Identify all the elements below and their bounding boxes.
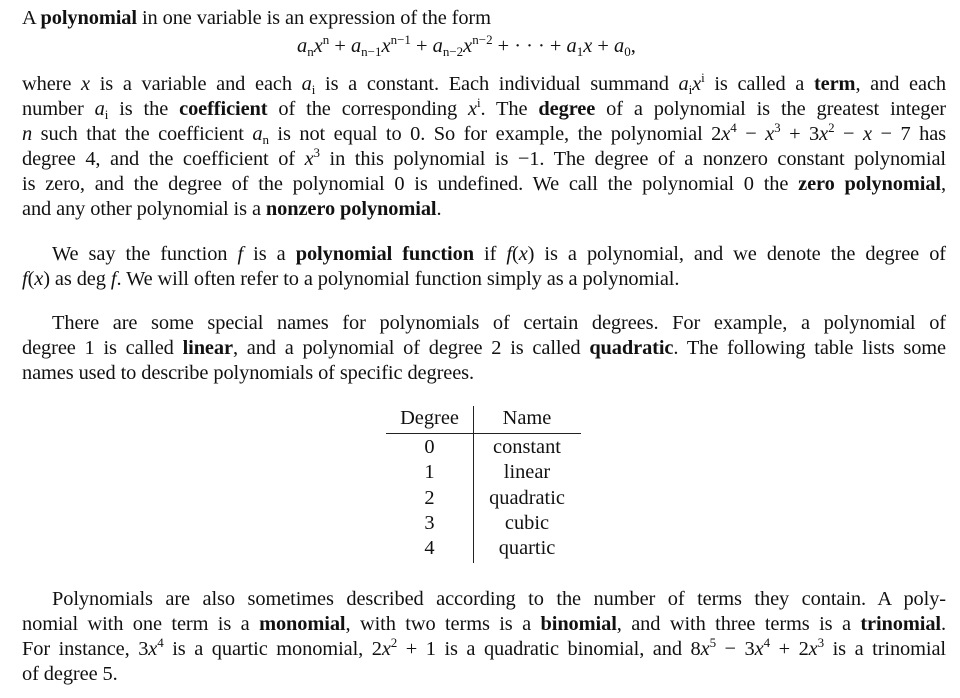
superscript: 4 (763, 635, 770, 650)
math-variable: x (819, 123, 829, 145)
math-variable: x (700, 638, 710, 660)
text-run: and any other polynomial is a (22, 198, 266, 220)
bold-term: monomial (259, 613, 346, 635)
p2-line-2 (22, 267, 946, 291)
text-run: degree 4, and the coefficient of (22, 148, 305, 170)
math-variable: f (237, 243, 244, 265)
text-run: if (473, 243, 507, 265)
text-run: names used to describe polynomials of specific degrees. (22, 362, 475, 384)
subscript: i (104, 107, 109, 122)
text-run: such that the coefficient (32, 123, 253, 145)
math-variable: a (297, 35, 308, 57)
text-run: , and each (855, 73, 946, 95)
bold-term: binomial (540, 613, 617, 635)
math-variable: x (721, 123, 731, 145)
text-run: , (941, 173, 946, 195)
p1-line-3 (22, 97, 946, 121)
superscript: n−1 (390, 32, 411, 47)
text-run: degree 1 is called (22, 337, 183, 359)
text-run: + (410, 35, 433, 57)
text-run: is a variable and each (90, 73, 302, 95)
math-variable: f (506, 243, 512, 265)
math-variable: x (381, 638, 391, 660)
degree-cell: 2 (424, 486, 435, 509)
text-run: is the (108, 98, 180, 120)
text-run: + 2 (770, 638, 809, 660)
text-run: A (22, 7, 41, 29)
text-run: For instance, 3 (22, 638, 149, 660)
text-run: is a (243, 243, 296, 265)
degree-header: Degree (400, 407, 459, 429)
math-variable: a (252, 123, 263, 145)
text-run: is a constant. Each individual summand (315, 73, 679, 95)
text-run: of degree 5. (22, 663, 118, 685)
math-variable: n (22, 123, 33, 145)
subscript: n−2 (442, 44, 464, 59)
text-run: − 3 (715, 638, 755, 660)
text-run: . (941, 613, 946, 635)
text-run: , and with three terms is a (616, 613, 861, 635)
subscript: 0 (624, 44, 631, 59)
text-run: − (736, 123, 766, 145)
p1-line-1 (22, 6, 946, 30)
p1-line-7 (22, 197, 946, 221)
superscript: i (701, 70, 705, 85)
degree-cell: 3 (424, 511, 435, 534)
text-run: , (630, 35, 636, 57)
p3-line-1 (52, 311, 946, 335)
text-run: There are some special names for polynomials of certain degrees. For example, a polynomial of (52, 312, 946, 334)
name-cell: constant (493, 436, 561, 458)
bold-term: trinomial (860, 613, 941, 635)
math-variable: x (148, 638, 158, 660)
math-variable: x (381, 35, 391, 57)
p4-line-4 (22, 662, 946, 686)
degree-cell: 4 (424, 537, 435, 560)
text-run: where (22, 73, 82, 95)
text-run: number (22, 98, 95, 120)
math-variable: x (518, 243, 528, 265)
math-variable: a (94, 98, 105, 120)
text-run: , with two terms is a (345, 613, 541, 635)
superscript: n (322, 32, 330, 47)
text-run: + · · · + (492, 35, 567, 57)
text-run: of a polynomial is the greatest integer (595, 98, 946, 120)
subscript: i (688, 82, 693, 97)
name-cell: cubic (504, 511, 550, 534)
text-run: . We will often refer to a polynomial function simply as a polynomial. (116, 268, 680, 290)
text-run: + (592, 35, 615, 57)
superscript: 5 (709, 635, 716, 650)
bold-term: quadratic (589, 337, 674, 359)
superscript: 2 (828, 120, 835, 135)
math-variable: x (313, 35, 323, 57)
p2-line-1 (52, 242, 946, 266)
bold-term: polynomial function (295, 243, 474, 265)
subscript: n (307, 44, 314, 59)
superscript: 3 (774, 120, 781, 135)
p1-line-4 (22, 122, 946, 146)
math-variable: x (304, 148, 314, 170)
text-run: is zero, and the degree of the polynomial 0 is undefined. We call the polynomial 0 the (22, 173, 799, 195)
text-run: , and a polynomial of degree 2 is called (232, 337, 590, 359)
math-variable: x (754, 638, 764, 660)
text-run: − 7 has (871, 123, 946, 145)
name-cell: quartic (498, 537, 556, 560)
text-run: . (436, 198, 442, 220)
superscript: i (476, 95, 481, 110)
subscript: 1 (576, 44, 584, 59)
p4-line-1 (52, 587, 946, 611)
text-run: . The (480, 98, 539, 120)
text-run: . The following table lists some (673, 337, 947, 359)
name-cell: linear (503, 461, 551, 484)
superscript: 3 (817, 635, 825, 650)
degree-cell: 0 (424, 436, 435, 458)
text-run: is not equal to 0. So for example, the polynomial 2 (268, 123, 722, 145)
text-run: ( (27, 268, 35, 290)
text-run: in this polynomial is −1. The degree of a nonzero constant polynomial (319, 148, 946, 170)
text-run: is called a (704, 73, 814, 95)
math-variable: a (301, 73, 312, 95)
math-variable: x (765, 123, 775, 145)
math-variable: f (110, 268, 117, 290)
text-run: ) is a polynomial, and we denote the degree of (527, 243, 946, 265)
p1-line-2 (22, 72, 946, 96)
text-run: of the corresponding (267, 98, 469, 120)
bold-term: degree (538, 98, 596, 120)
math-variable: a (614, 35, 625, 57)
name-header: Name (502, 407, 552, 429)
p1-line-6 (22, 172, 946, 196)
superscript: 4 (730, 120, 737, 135)
math-variable: f (22, 268, 28, 290)
text-run: ) as deg (43, 268, 111, 290)
bold-term: coefficient (179, 98, 268, 120)
bold-term: linear (182, 337, 233, 359)
text-run: in one variable is an expression of the form (136, 7, 491, 29)
subscript: i (311, 82, 316, 97)
bold-term: term (813, 73, 856, 95)
math-variable: a (350, 35, 362, 57)
bold-term: nonzero polynomial (265, 198, 437, 220)
p4-line-2 (22, 612, 946, 636)
math-variable: a (432, 35, 443, 57)
superscript: n−2 (472, 32, 493, 47)
text-run: is a trinomial (824, 638, 946, 660)
superscript: 3 (313, 145, 320, 160)
text-run: is a quartic monomial, 2 (163, 638, 382, 660)
p3-line-3 (22, 361, 946, 385)
superscript: 4 (157, 635, 164, 650)
math-variable: x (468, 98, 477, 120)
subscript: n−1 (361, 44, 382, 59)
degree-cell: 1 (424, 461, 435, 484)
p1-line-5 (22, 147, 946, 171)
math-variable: x (808, 638, 818, 660)
math-variable: x (81, 73, 90, 95)
text-run: nomial with one term is a (22, 613, 260, 635)
name-cell: quadratic (489, 486, 565, 509)
math-variable: x (583, 35, 593, 57)
text-run: We say the function (52, 243, 238, 265)
bold-term: zero polynomial (798, 173, 941, 195)
math-variable: x (692, 73, 702, 95)
p4-line-3 (22, 637, 946, 661)
text-run: + (329, 35, 351, 57)
math-variable: x (463, 35, 473, 57)
math-variable: x (34, 268, 44, 290)
degree-column (386, 406, 473, 561)
polynomial-general-form-equation (297, 33, 636, 59)
math-variable: a (678, 73, 689, 95)
subscript: n (262, 132, 269, 147)
superscript: 2 (390, 635, 398, 650)
math-variable: x (863, 123, 872, 145)
math-variable: a (566, 35, 577, 57)
text-run: ( (511, 243, 519, 265)
name-column (474, 406, 580, 561)
text-run: + 3 (780, 123, 820, 145)
bold-term: polynomial (40, 7, 137, 29)
text-run: + 1 is a quadratic binomial, and 8 (397, 638, 701, 660)
p3-line-2 (22, 336, 946, 360)
text-run: − (834, 123, 863, 145)
text-run: Polynomials are also sometimes described according to the number of terms they contain. A poly- (52, 588, 946, 610)
